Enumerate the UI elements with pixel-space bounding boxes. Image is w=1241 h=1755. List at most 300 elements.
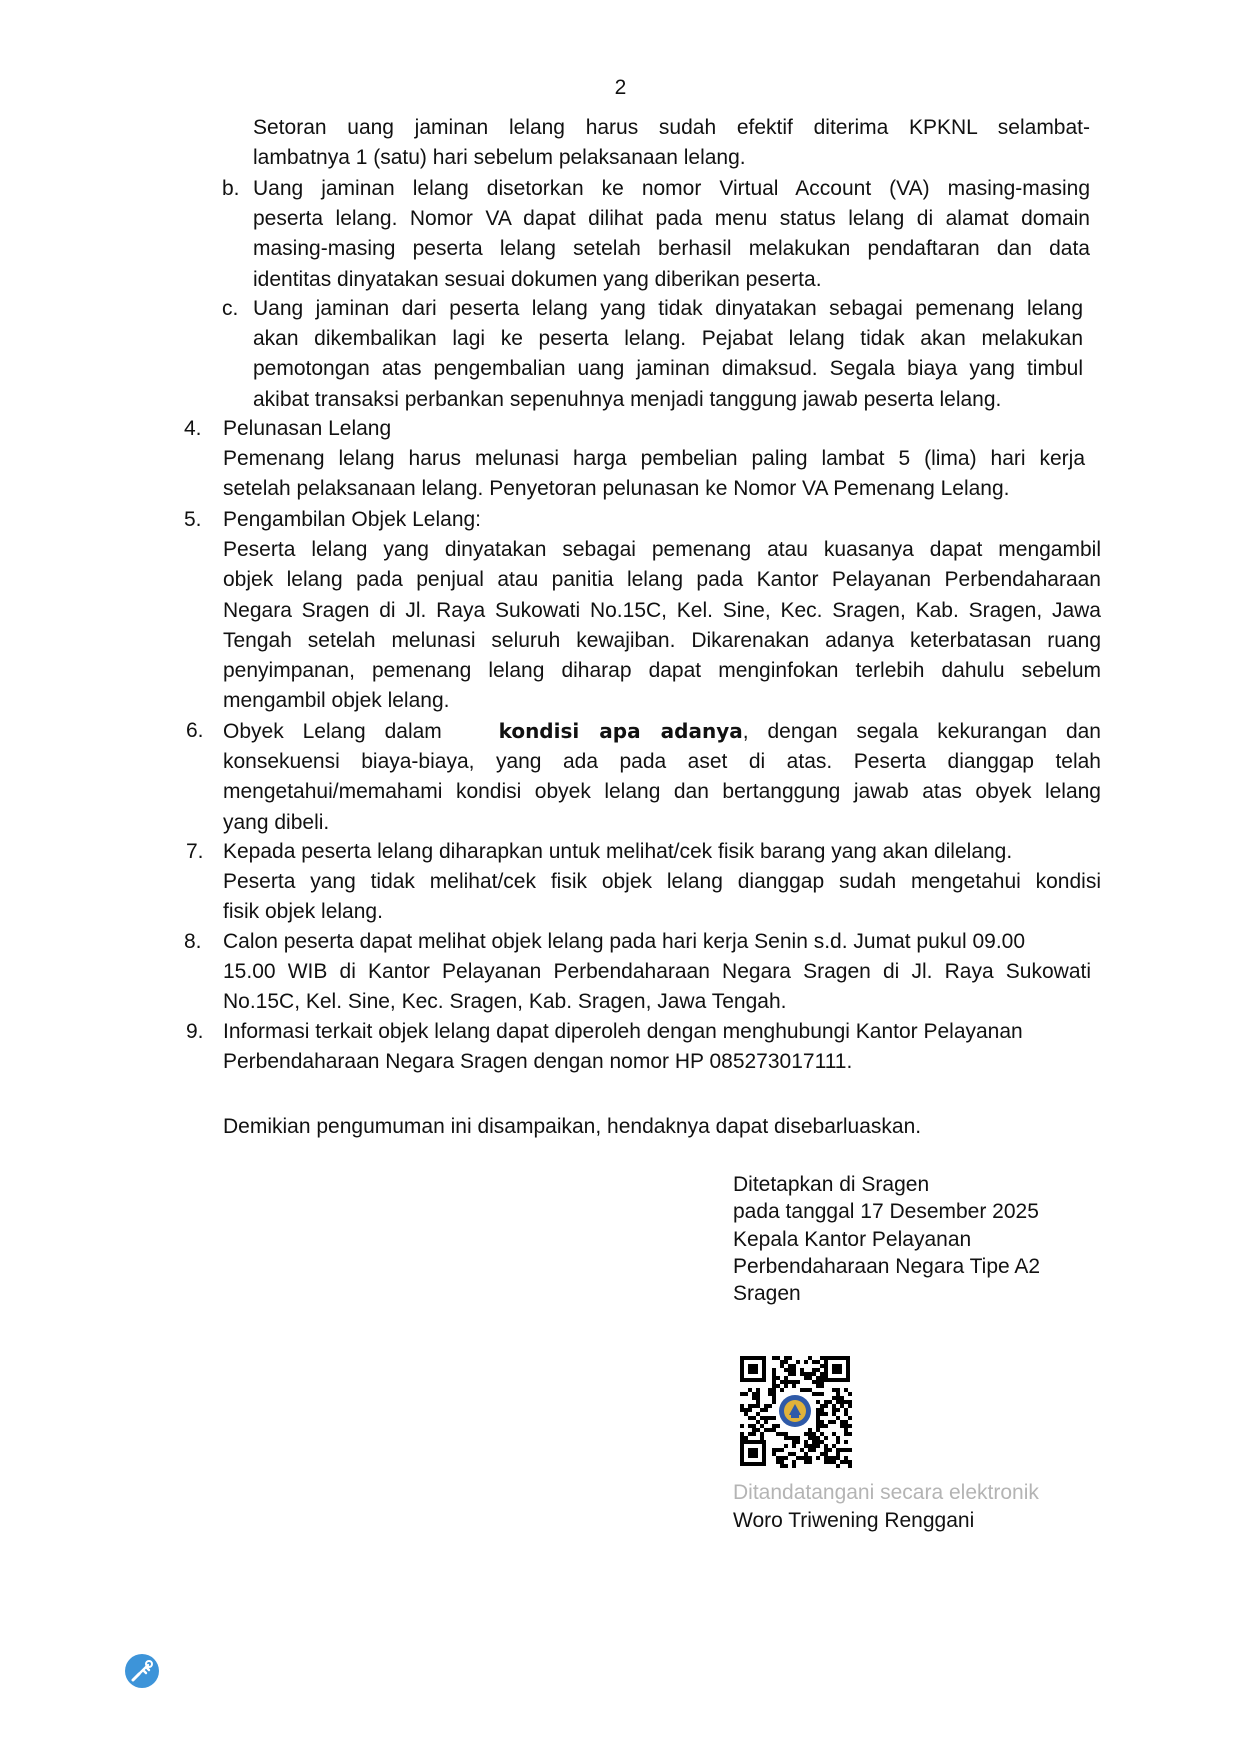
qr-module [808,1436,812,1440]
qr-module [816,1392,820,1396]
qr-module [808,1444,812,1448]
qr-module [784,1380,788,1384]
qr-module [788,1356,792,1360]
qr-module [752,1428,756,1432]
item3-b-paragraph [253,174,1090,295]
qr-module [804,1456,808,1460]
qr-module [848,1460,852,1464]
qr-module [768,1388,772,1392]
text-line: konsekuensi biaya-biaya, yang ada pada aset di atas. Peserta dianggap telah [223,750,1101,774]
qr-module [824,1452,828,1456]
qr-module [776,1356,780,1360]
list-marker-c: c. [222,297,239,320]
qr-module [784,1464,788,1468]
qr-module [840,1404,844,1408]
signature-block [733,1171,1040,1307]
qr-module [804,1372,808,1376]
qr-module [812,1380,816,1384]
signature-title-line: Perbendaharaan Negara Tipe A2 [733,1254,1041,1278]
item6-paragraph [223,716,1101,838]
qr-module [816,1436,820,1440]
text-line: penyimpanan, pemenang lelang diharap dapat menginfokan terlebih dahulu sebelum [223,659,1101,683]
qr-module [740,1436,744,1440]
qr-module [764,1404,768,1408]
qr-module [816,1424,820,1428]
qr-module [836,1452,840,1456]
qr-module [844,1408,848,1412]
qr-module [800,1456,804,1460]
qr-module [812,1368,816,1372]
qr-module [820,1356,824,1360]
qr-module [776,1376,780,1380]
qr-module [820,1412,824,1416]
qr-module [848,1416,852,1420]
qr-module [780,1460,784,1464]
finder-top-left [740,1356,766,1382]
qr-module [832,1408,836,1412]
closing-statement: Demikian pengumuman ini disampaikan, hendaknya dapat disebarluaskan. [223,1115,922,1138]
text-run: , dengan segala kekurangan dan [742,720,1101,743]
list-marker-4: 4. [184,417,202,440]
qr-module [828,1448,832,1452]
qr-module [812,1448,816,1452]
qr-module [804,1360,808,1364]
qr-module [824,1412,828,1416]
qr-module [840,1424,844,1428]
qr-module [804,1460,808,1464]
qr-module [752,1424,756,1428]
qr-module [768,1428,772,1432]
qr-module [772,1368,776,1372]
qr-module [756,1392,760,1396]
qr-module [816,1360,820,1364]
qr-module [816,1380,820,1384]
qr-module [764,1428,768,1432]
item3-c-paragraph [253,294,1083,415]
list-marker-5: 5. [184,508,202,531]
text-line: peserta lelang. Nomor VA dapat dilihat pada menu status lelang di alamat domain [253,207,1090,231]
qr-module [780,1380,784,1384]
qr-module [784,1432,788,1436]
text-line: pemotongan atas pengembalian uang jaminan dimaksud. Segala biaya yang timbul [253,357,1083,381]
qr-module [784,1376,788,1380]
text-line: Kepada peserta lelang diharapkan untuk melihat/cek fisik barang yang akan dilelang. [223,840,1013,863]
qr-module [804,1440,808,1444]
qr-module [792,1368,796,1372]
signature-place: Ditetapkan di Sragen [733,1173,930,1196]
qr-module [764,1408,768,1412]
qr-module [744,1412,748,1416]
electronic-signature-note: Ditandatangani secara elektronik [733,1481,1039,1504]
qr-module [820,1452,824,1456]
qr-module [848,1448,852,1452]
qr-module [796,1436,800,1440]
qr-module [840,1420,844,1424]
list-marker-8: 8. [184,930,202,953]
qr-module [812,1392,816,1396]
qr-module [740,1392,744,1396]
qr-module [816,1376,820,1380]
text-line: masing-masing peserta lelang setelah berhasil melakukan pendaftaran dan data [253,237,1090,261]
qr-code-icon [738,1354,852,1468]
qr-module [848,1432,852,1436]
qr-module [788,1372,792,1376]
qr-module [792,1452,796,1456]
qr-module [792,1460,796,1464]
qr-module [760,1416,764,1420]
text-line: mengambil objek lelang. [223,689,450,713]
qr-module [768,1392,772,1396]
qr-module [756,1420,760,1424]
qr-module [824,1460,828,1464]
qr-module [844,1460,848,1464]
qr-module [760,1408,764,1412]
text-line: Uang jaminan dari peserta lelang yang tidak dinyatakan sebagai pemenang lelang [253,297,1083,320]
qr-module [820,1372,824,1376]
item4-paragraph [223,414,1085,505]
qr-module [816,1412,820,1416]
qr-module [820,1376,824,1380]
qr-module [756,1396,760,1400]
qr-module [752,1416,756,1420]
qr-module [828,1460,832,1464]
qr-module [760,1424,764,1428]
qr-module [792,1436,796,1440]
qr-module [820,1408,824,1412]
finder-bottom-left [740,1440,766,1466]
item3-intro [253,113,1090,173]
text-line: Perbendaharaan Negara Sragen dengan nomor HP 085273017111. [223,1050,853,1074]
qr-module [804,1444,808,1448]
qr-module [836,1400,840,1404]
qr-module [840,1448,844,1452]
ministry-emblem-icon [776,1392,814,1430]
qr-module [812,1436,816,1440]
qr-module [840,1460,844,1464]
list-marker-9: 9. [186,1020,204,1043]
qr-module [824,1456,828,1460]
qr-module [828,1400,832,1404]
qr-module [792,1364,796,1368]
qr-module [816,1416,820,1420]
qr-module [820,1392,824,1396]
qr-module [844,1388,848,1392]
qr-module [808,1388,812,1392]
qr-module [756,1404,760,1408]
qr-module [772,1376,776,1380]
qr-module [784,1368,788,1372]
qr-module [844,1456,848,1460]
qr-module [744,1436,748,1440]
signature-date: pada tanggal 17 Desember 2025 [733,1200,1039,1224]
qr-module [772,1380,776,1384]
qr-module [808,1356,812,1360]
qr-module [820,1440,824,1444]
qr-module [776,1384,780,1388]
qr-module [832,1460,836,1464]
qr-module [788,1452,792,1456]
qr-module [768,1416,772,1420]
signature-title-line: Kepala Kantor Pelayanan [733,1227,972,1251]
qr-module [776,1456,780,1460]
qr-module [832,1456,836,1460]
qr-module [772,1384,776,1388]
qr-module [844,1412,848,1416]
text-line: yang dibeli. [223,810,330,834]
qr-module [792,1380,796,1384]
qr-module [812,1440,816,1444]
qr-module [748,1424,752,1428]
text-line: Uang jaminan lelang disetorkan ke nomor Virtual Account (VA) masing-masing [253,177,1090,200]
section-heading: Pelunasan Lelang [223,417,392,440]
qr-module [748,1404,752,1408]
qr-module [836,1388,840,1392]
page-number: 2 [614,76,627,99]
text-line: lambatnya 1 (satu) hari sebelum pelaksanaan lelang. [253,146,746,170]
qr-module [816,1440,820,1444]
qr-module [772,1448,776,1452]
qr-module [808,1428,812,1432]
qr-module [772,1428,776,1432]
qr-module [816,1456,820,1460]
qr-module [808,1372,812,1376]
qr-module [844,1448,848,1452]
qr-module [744,1392,748,1396]
qr-module [752,1432,756,1436]
qr-module [816,1384,820,1388]
qr-module [800,1372,804,1376]
qr-module [832,1404,836,1408]
qr-module [772,1392,776,1396]
qr-module [808,1456,812,1460]
qr-module [836,1436,840,1440]
qr-module [756,1412,760,1416]
qr-module [836,1456,840,1460]
qr-module [752,1396,756,1400]
qr-module [780,1364,784,1368]
qr-module [824,1424,828,1428]
signature-title-line: Sragen [733,1282,801,1306]
qr-module [824,1444,828,1448]
qr-module [820,1380,824,1384]
qr-module [796,1456,800,1460]
qr-module [784,1384,788,1388]
qr-module [816,1444,820,1448]
qr-module [792,1464,796,1468]
qr-module [832,1388,836,1392]
text-line: akibat transaksi perbankan sepenuhnya menjadi tanggung jawab peserta lelang. [253,387,1002,411]
qr-module [780,1388,784,1392]
qr-module [816,1420,820,1424]
text-line: Peserta yang tidak melihat/cek fisik objek lelang dianggap sudah mengetahui kondisi [223,870,1101,894]
qr-module [808,1448,812,1452]
qr-module [836,1448,840,1452]
qr-module [800,1368,804,1372]
qr-module [808,1376,812,1380]
qr-module [812,1432,816,1436]
text-line [223,716,1101,747]
list-marker-7: 7. [186,840,204,863]
qr-module [840,1396,844,1400]
qr-module [740,1432,744,1436]
item9-paragraph [223,1017,1101,1077]
qr-module [804,1376,808,1380]
qr-module [796,1360,800,1364]
qr-module [780,1432,784,1436]
qr-module [792,1440,796,1444]
qr-module [784,1444,788,1448]
qr-module [740,1404,744,1408]
qr-module [816,1400,820,1404]
text-line: Pemenang lelang harus melunasi harga pembelian paling lambat 5 (lima) hari kerja [223,447,1085,471]
qr-module [828,1420,832,1424]
qr-module [772,1396,776,1400]
list-marker-b: b. [222,177,240,200]
qr-module [840,1400,844,1404]
qr-module [800,1448,804,1452]
qr-module [740,1408,744,1412]
qr-module [804,1388,808,1392]
qr-module [804,1432,808,1436]
qr-module [808,1432,812,1436]
qr-module [832,1444,836,1448]
qr-module [828,1456,832,1460]
text-line: setelah pelaksanaan lelang. Penyetoran pelunasan ke Nomor VA Pemenang Lelang. [223,477,1010,501]
qr-module [824,1404,828,1408]
qr-module [808,1460,812,1464]
emphasis-text: kondisi apa adanya [498,719,743,743]
qr-module [812,1372,816,1376]
qr-module [792,1372,796,1376]
text-line: Tengah setelah melunasi seluruh kewajiban. Dikarenakan adanya keterbatasan ruang [223,628,1101,652]
qr-module [772,1356,776,1360]
qr-module [824,1448,828,1452]
text-line: identitas dinyatakan sesuai dokumen yang diberikan peserta. [253,267,822,291]
qr-module [820,1420,824,1424]
signatory-name: Woro Triwening Renggani [733,1509,975,1532]
qr-module [832,1412,836,1416]
qr-module [780,1360,784,1364]
qr-module [748,1388,752,1392]
qr-module [752,1404,756,1408]
qr-module [800,1388,804,1392]
qr-module [784,1360,788,1364]
qr-module [844,1428,848,1432]
qr-module [760,1432,764,1436]
qr-module [836,1416,840,1420]
qr-module [844,1440,848,1444]
qr-module [772,1372,776,1376]
text-line: Peserta lelang yang dinyatakan sebagai pemenang atau kuasanya dapat mengambil [223,538,1101,562]
text-line: objek lelang pada penjual atau panitia lelang pada Kantor Pelayanan Perbendaharaan [223,568,1101,592]
qr-module [848,1464,852,1468]
qr-module [836,1464,840,1468]
qr-module [836,1392,840,1396]
qr-module [776,1424,780,1428]
qr-module [764,1416,768,1420]
text-line: No.15C, Kel. Sine, Kec. Sragen, Kab. Sragen, Jawa Tengah. [223,990,787,1014]
qr-module [740,1424,744,1428]
qr-module [820,1384,824,1388]
finder-top-right [824,1356,850,1382]
qr-module [820,1432,824,1436]
item7-paragraph [223,837,1101,928]
qr-module [776,1460,780,1464]
qr-module [844,1420,848,1424]
qr-module [832,1420,836,1424]
qr-module [844,1424,848,1428]
section-heading: Pengambilan Objek Lelang: [223,508,482,531]
qr-module [748,1408,752,1412]
qr-module [788,1380,792,1384]
qr-module [784,1436,788,1440]
text-line: Negara Sragen di Jl. Raya Sukowati No.15C, Kel. Sine, Kec. Sragen, Kab. Sragen, Jawa [223,598,1101,622]
qr-module [844,1400,848,1404]
qr-module [764,1420,768,1424]
qr-module [776,1448,780,1452]
qr-module [780,1456,784,1460]
qr-module [788,1368,792,1372]
qr-module [776,1432,780,1436]
qr-module [824,1400,828,1404]
qr-module [772,1424,776,1428]
qr-module [796,1380,800,1384]
qr-module [748,1416,752,1420]
qr-module [812,1444,816,1448]
text-line: Calon peserta dapat melihat objek lelang pada hari kerja Senin s.d. Jumat pukul 09.00 [223,930,1026,953]
qr-module [848,1424,852,1428]
qr-module [792,1384,796,1388]
qr-module [772,1416,776,1420]
qr-module [756,1428,760,1432]
qr-module [796,1440,800,1444]
text-line: akan dikembalikan lagi ke peserta lelang. Pejabat lelang tidak akan melakukan [253,327,1083,351]
qr-module [820,1404,824,1408]
qr-module [816,1408,820,1412]
qr-module [848,1404,852,1408]
text-line: mengetahui/memahami kondisi obyek lelang dan bertanggung jawab atas obyek lelang [223,780,1101,804]
qr-module [784,1456,788,1460]
qr-module [820,1424,824,1428]
qr-module [832,1396,836,1400]
qr-module [804,1452,808,1456]
qr-module [836,1396,840,1400]
item5-paragraph [223,505,1101,716]
app-logo-icon [124,1653,160,1689]
qr-module [816,1428,820,1432]
qr-module [756,1400,760,1404]
qr-module [848,1400,852,1404]
qr-module [820,1364,824,1368]
qr-module [780,1464,784,1468]
qr-module [836,1440,840,1444]
qr-module [760,1436,764,1440]
qr-module [836,1408,840,1412]
qr-module [792,1444,796,1448]
qr-module [832,1432,836,1436]
text-line: 15.00 WIB di Kantor Pelayanan Perbendaharaan Negara Sragen di Jl. Raya Sukowati [223,960,1091,984]
qr-module [756,1388,760,1392]
qr-module [768,1404,772,1408]
qr-module [816,1368,820,1372]
qr-module [752,1392,756,1396]
qr-module [824,1436,828,1440]
qr-module [780,1448,784,1452]
text-line: fisik objek lelang. [223,900,383,924]
qr-module [844,1432,848,1436]
qr-module [772,1452,776,1456]
qr-module [812,1360,816,1364]
